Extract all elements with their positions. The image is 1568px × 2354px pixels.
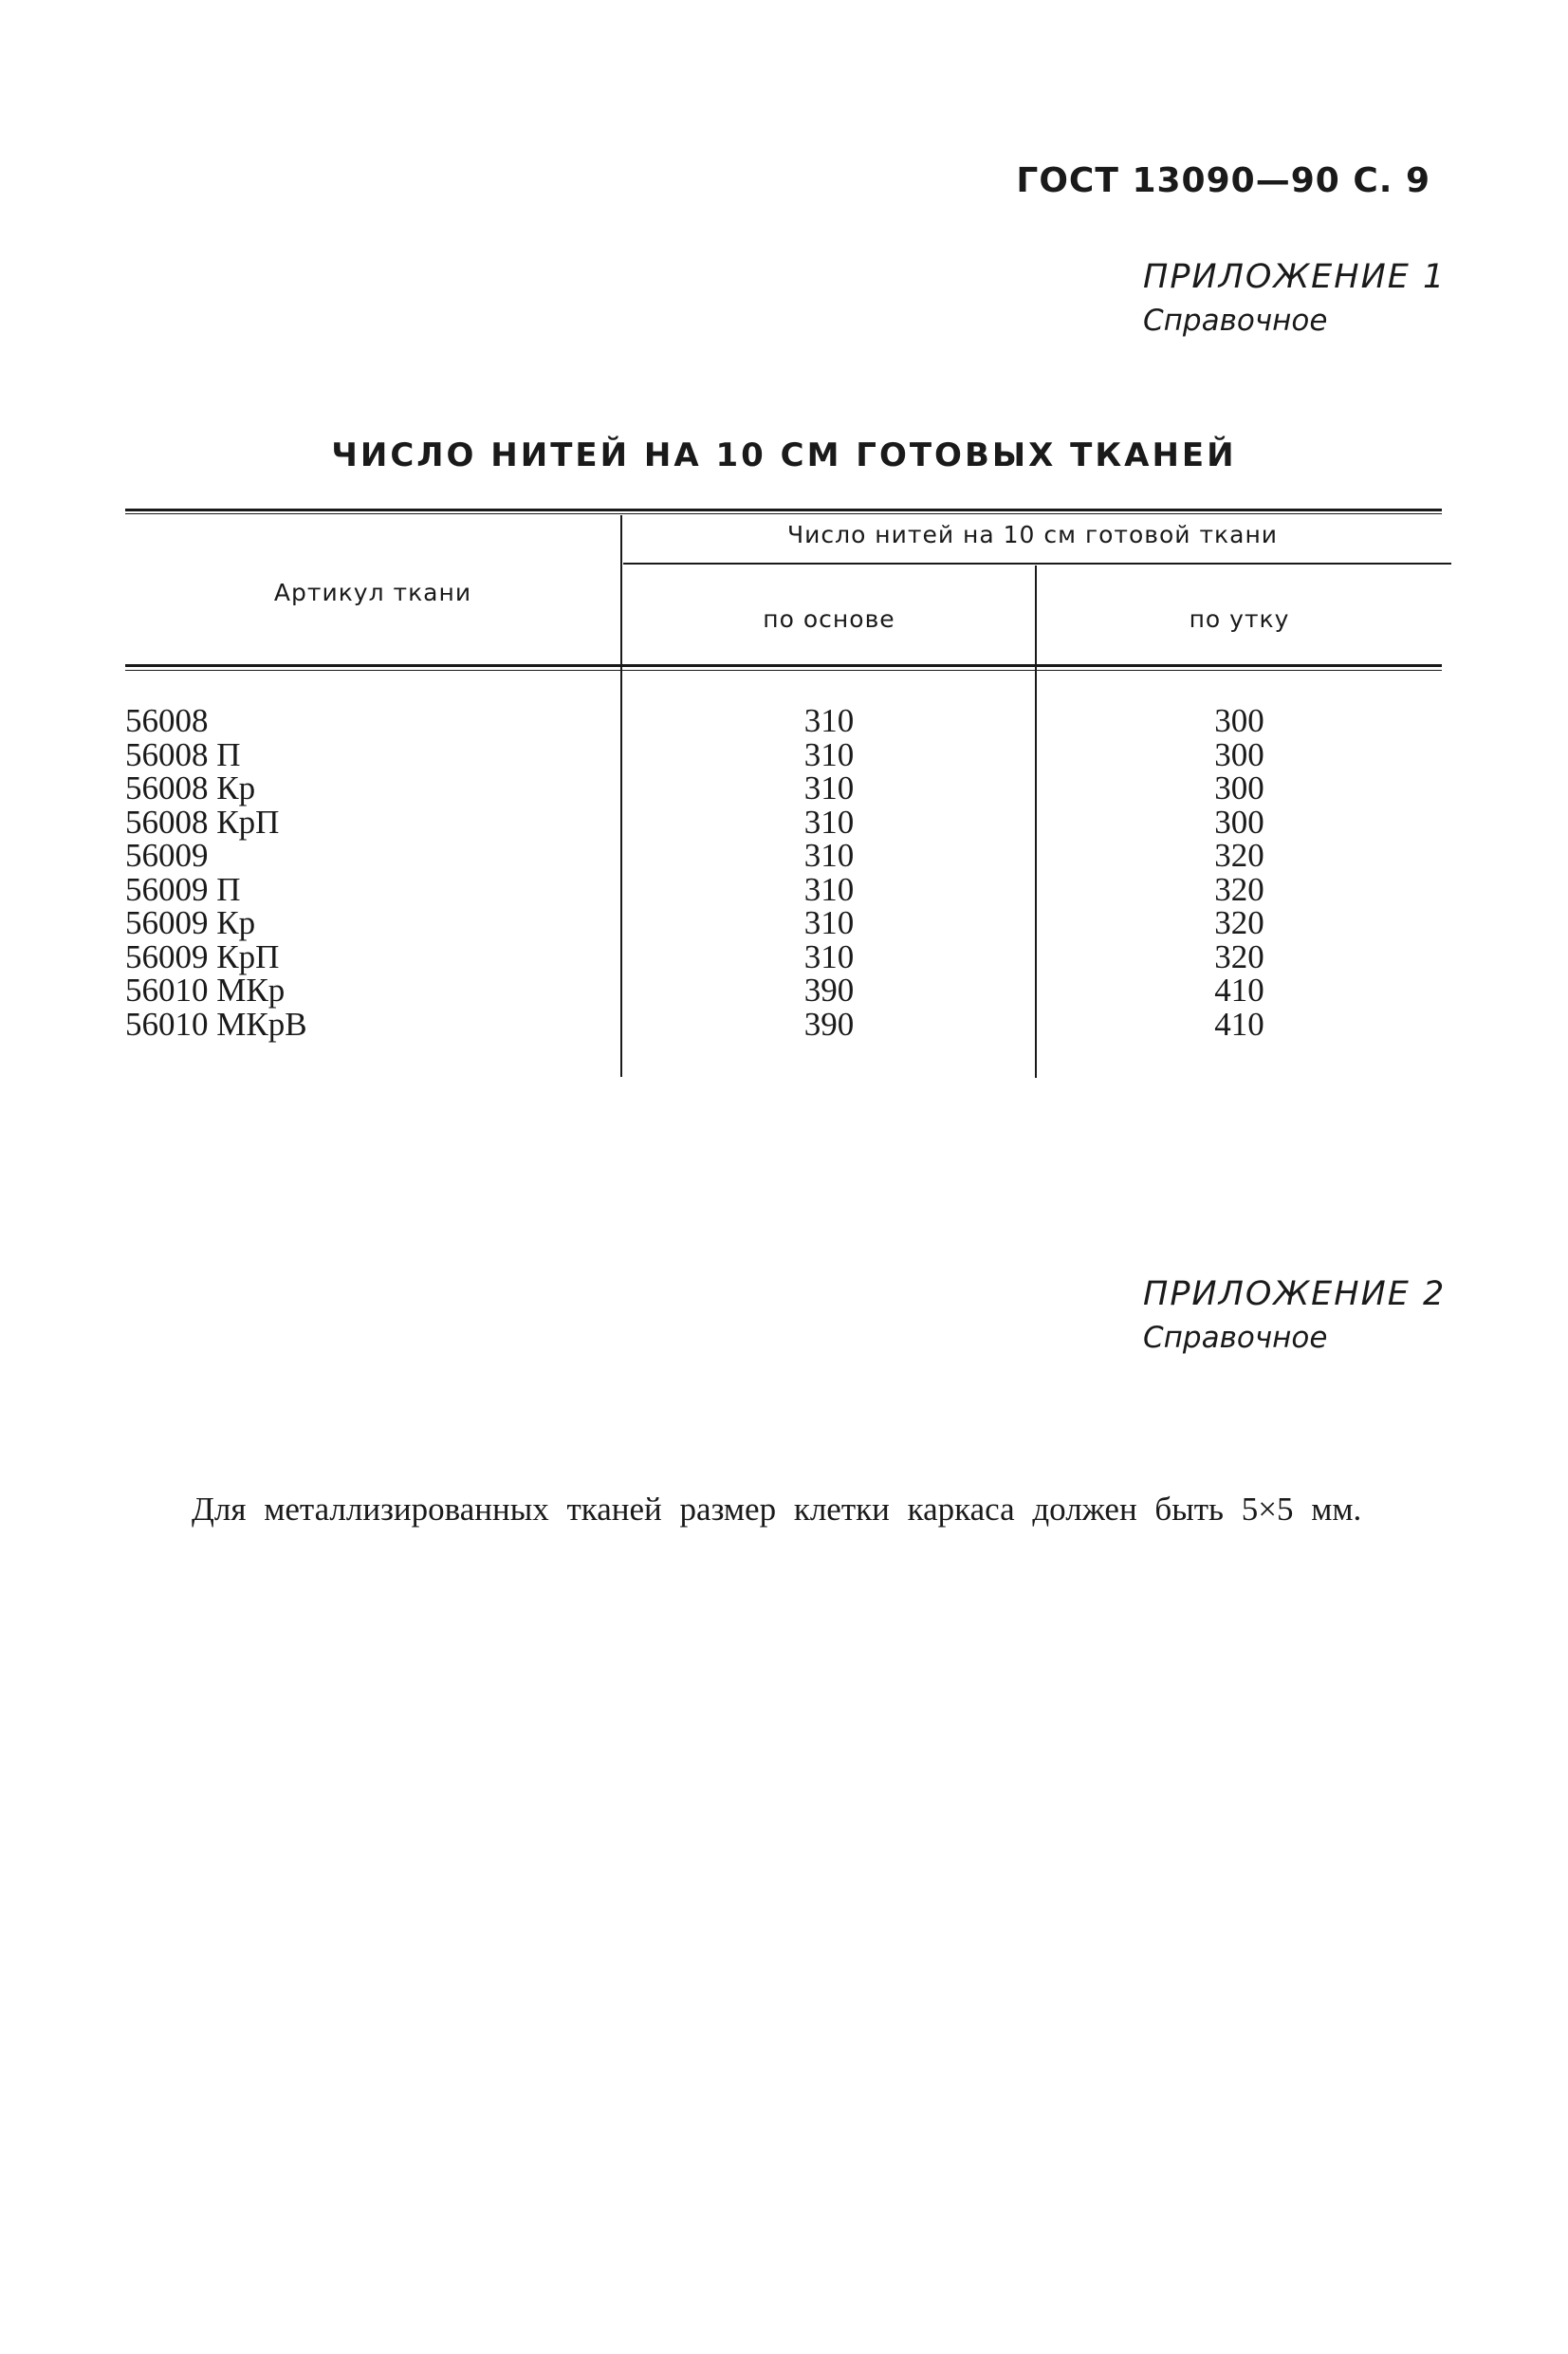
page-header: ГОСТ 13090—90 С. 9 <box>1016 161 1430 200</box>
cell-weft: 320 <box>1214 904 1264 941</box>
cell-warp: 390 <box>803 1005 855 1043</box>
appendix-2-heading <box>1143 1271 1446 1359</box>
table-body <box>0 704 1568 1041</box>
table-row <box>0 704 1568 738</box>
cell-article: 56009 <box>125 837 209 874</box>
cell-weft: 300 <box>1214 803 1264 841</box>
cell-article: 56008 Кр <box>125 769 256 806</box>
cell-warp: 310 <box>803 937 855 975</box>
cell-article: 56008 КрП <box>125 803 280 841</box>
cell-article: 56009 КрП <box>125 937 280 975</box>
cell-warp: 390 <box>803 972 855 1009</box>
cell-warp: 310 <box>803 837 855 874</box>
appendix-2-type: Справочное <box>1143 1321 1328 1355</box>
cell-weft: 300 <box>1214 735 1264 773</box>
table-row <box>0 937 1568 975</box>
cell-warp: 310 <box>803 803 855 841</box>
column-header-weft: по утку <box>1189 605 1290 633</box>
table-subheader-rule <box>623 563 1451 565</box>
table-header-bottom-rule <box>125 664 1442 667</box>
table-header-bottom-rule-inner <box>125 670 1442 671</box>
cell-weft: 300 <box>1214 769 1264 806</box>
cell-article: 56009 Кр <box>125 904 256 941</box>
column-header-article: Артикул ткани <box>273 579 472 606</box>
table-row <box>0 771 1568 806</box>
appendix-1-type: Справочное <box>1143 304 1328 338</box>
cell-weft: 320 <box>1214 870 1264 908</box>
appendix-2-text: Для металлизированных тканей размер клетки каркаса должен быть 5×5 мм. <box>192 1491 1362 1528</box>
cell-weft: 410 <box>1214 972 1264 1009</box>
appendix-1-heading <box>1143 254 1446 342</box>
cell-article: 56009 П <box>125 870 241 908</box>
cell-warp: 310 <box>803 904 855 941</box>
table-row <box>0 735 1568 773</box>
cell-article: 56008 П <box>125 735 241 773</box>
cell-article: 56010 МКр <box>125 972 286 1009</box>
cell-weft: 410 <box>1214 1005 1264 1043</box>
table-row <box>0 870 1568 908</box>
cell-article: 56008 <box>125 702 209 739</box>
table-row <box>0 803 1568 841</box>
cell-weft: 320 <box>1214 937 1264 975</box>
table-row <box>0 973 1568 1008</box>
cell-warp: 310 <box>803 735 855 773</box>
table-row <box>0 906 1568 940</box>
cell-warp: 310 <box>803 769 855 806</box>
cell-warp: 310 <box>803 870 855 908</box>
column-header-warp: по основе <box>763 605 895 633</box>
column-header-thread-count: Число нитей на 10 см готовой ткани <box>786 521 1279 548</box>
appendix-1-title: ПРИЛОЖЕНИЕ 1 <box>1143 258 1447 296</box>
cell-article: 56010 МКрВ <box>125 1005 307 1043</box>
table-top-rule <box>125 509 1442 511</box>
cell-weft: 300 <box>1214 702 1264 739</box>
table-row <box>0 839 1568 873</box>
table-top-rule-inner <box>125 513 1442 514</box>
table-row <box>0 1005 1568 1043</box>
table-title: ЧИСЛО НИТЕЙ НА 10 СМ ГОТОВЫХ ТКАНЕЙ <box>331 436 1237 474</box>
cell-weft: 320 <box>1214 837 1264 874</box>
cell-warp: 310 <box>803 702 855 739</box>
appendix-2-title: ПРИЛОЖЕНИЕ 2 <box>1143 1275 1447 1313</box>
